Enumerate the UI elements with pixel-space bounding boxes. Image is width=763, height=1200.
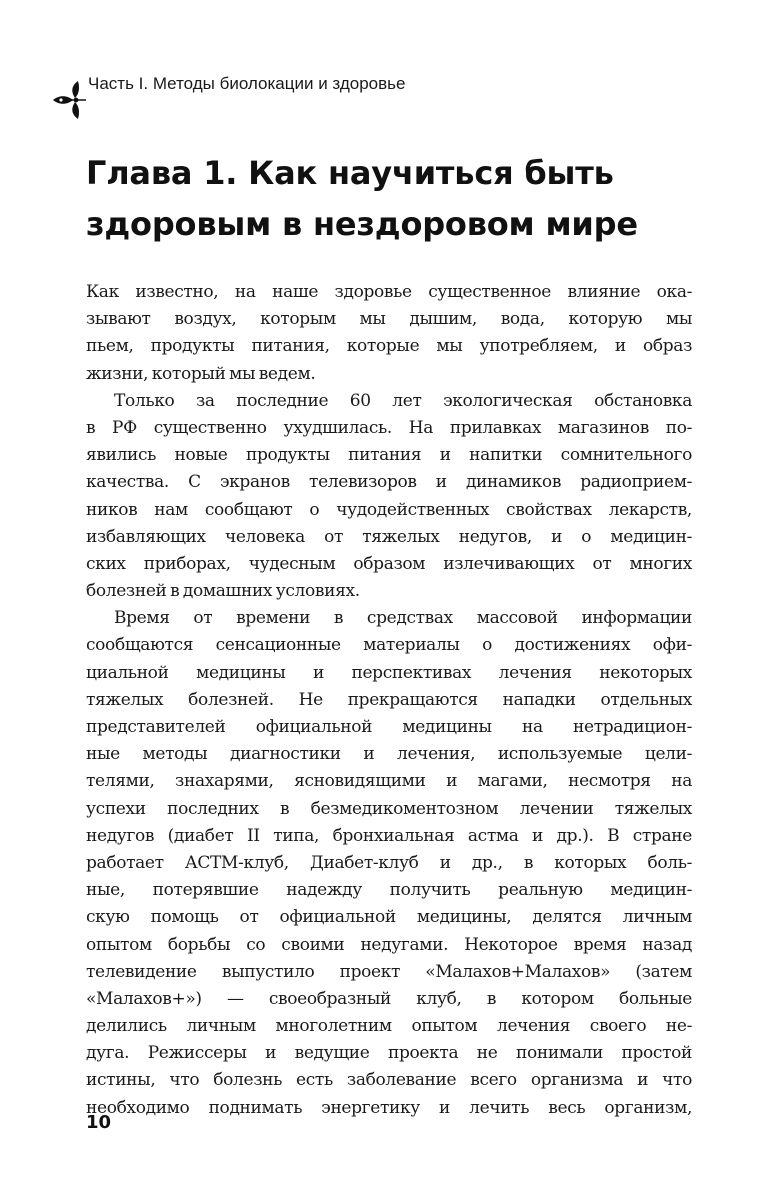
text-line: работает АСТМ-клуб, Диабет-клуб и др., в которых боль-: [86, 852, 692, 873]
text-line: качества. С экранов телевизоров и динамиков радиоприем-: [86, 472, 692, 493]
text-line: зывают воздух, которым мы дышим, вода, которую мы: [86, 309, 692, 330]
text-line: явились новые продукты питания и напитки сомнительного: [86, 445, 692, 466]
text-line: делились личным многолетним опытом лечения своего не-: [86, 1016, 692, 1037]
page-number: 10: [86, 1112, 112, 1133]
text-line: избавляющих человека от тяжелых недугов, и о медицин-: [86, 526, 692, 547]
text-line: скую помощь от официальной медицины, делятся личным: [86, 907, 692, 928]
text-line: сообщаются сенсационные материалы о достижениях офи-: [86, 635, 692, 656]
text-line: опытом борьбы со своими недугами. Некоторое время назад: [86, 934, 692, 955]
text-line: жизни, который мы ведем.: [86, 363, 316, 384]
text-line: успехи последних в безмедикоментозном лечении тяжелых: [86, 798, 692, 819]
text-line: ные методы диагностики и лечения, используемые цели-: [86, 744, 692, 765]
text-line: Время от времени в средствах массовой информации: [114, 608, 692, 629]
text-line: истины, что болезнь есть заболевание всего организма и что: [86, 1070, 692, 1091]
text-line: Как известно, на наше здоровье существенное влияние ока-: [86, 282, 692, 302]
text-line: пьем, продукты питания, которые мы употребляем, и образ: [86, 336, 692, 357]
body-text: [86, 279, 692, 1122]
running-head: [50, 66, 430, 126]
chapter-title-line-1: Глава 1. Как научиться быть: [86, 154, 614, 192]
text-line: ников нам сообщают о чудодейственных свойствах лекарств,: [86, 499, 692, 520]
text-line: недугов (диабет II типа, бронхиальная астма и др.). В стране: [86, 825, 692, 846]
chapter-title-line-2: здоровым в нездоровом мире: [86, 205, 638, 243]
text-line: телями, знахарями, ясновидящими и магами, несмотря на: [86, 771, 692, 792]
text-line: ских приборах, чудесным образом излечивающих от многих: [86, 553, 692, 574]
text-line: телевидение выпустило проект «Малахов+Малахов» (затем: [86, 961, 692, 982]
text-line: ные, потерявшие надежду получить реальную медицин-: [86, 880, 692, 901]
text-line: Только за последние 60 лет экологическая обстановка: [114, 390, 692, 411]
text-line: «Малахов+») — своеобразный клуб, в котором больные: [86, 988, 692, 1009]
flourish-ornament-icon: [50, 66, 86, 126]
text-line: дуга. Режиссеры и ведущие проекта не понимали простой: [86, 1043, 692, 1064]
text-line: тяжелых болезней. Не прекращаются нападки отдельных: [86, 689, 692, 710]
text-line: в РФ существенно ухудшилась. На прилавках магазинов по-: [86, 417, 692, 438]
text-line: циальной медицины и перспективах лечения некоторых: [86, 662, 692, 683]
running-head-title: Часть I. Методы биолокации и здоровье: [88, 74, 406, 93]
text-line: необходимо поднимать энергетику и лечить весь организм,: [86, 1097, 692, 1118]
text-line: болезней в домашних условиях.: [86, 581, 360, 602]
text-line: представителей официальной медицины на нетрадицион-: [86, 717, 692, 737]
chapter-title: [86, 148, 726, 250]
